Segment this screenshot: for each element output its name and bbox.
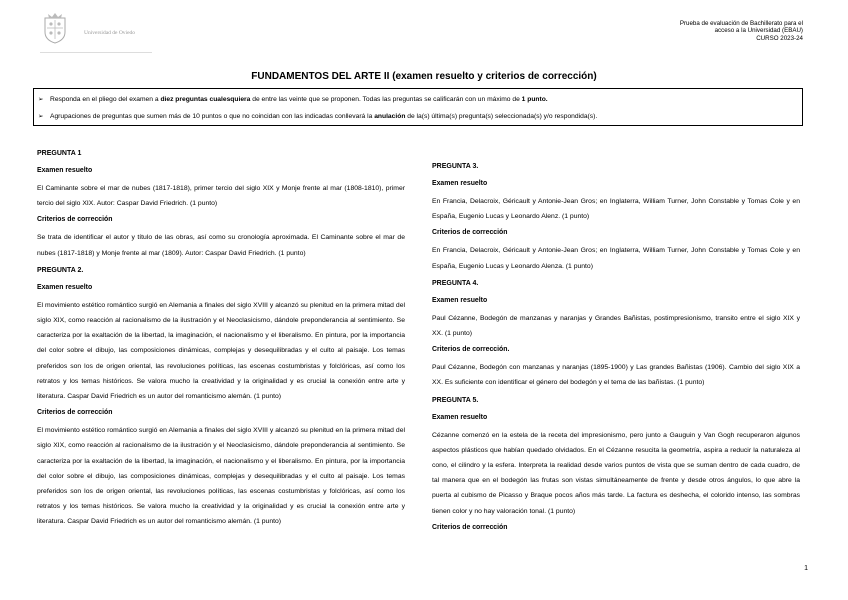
exam-info-line: Prueba de evaluación de Bachillerato para el [679,20,803,27]
instruction-item: ➢ Responda en el pliego del examen a diez preguntas cualesquiera de entre las veinte que se proponen. Todas las preguntas se calificarán con un máximo de 1 punto. [38,96,548,103]
criteria-label: Criterios de corrección [432,229,508,237]
left-column [37,147,405,533]
instructions-box [33,88,803,126]
question-title: PREGUNTA 4. [432,279,479,287]
criteria-text: Se trata de identificar el autor y título de las obras, así como su cronología aproximada. El Caminante sobre el mar de nubes (1817-1818) y Monje frente al mar (1809). Autor: Caspar David Friedrich. (1 punto) [37,234,405,257]
answer-label: Examen resuelto [432,296,488,304]
arrow-bullet-icon: ➢ [38,113,44,120]
arrow-bullet-icon: ➢ [38,96,44,103]
university-crest-icon [40,12,70,44]
answer-text: El Caminante sobre el mar de nubes (1817-1818), primer tercio del siglo XIX y Monje frente al mar (1808-1810), primer tercio del siglo XIX. Autor: Caspar David Friedrich. (1 punto) [37,185,405,208]
question-title: PREGUNTA 1 [37,150,82,157]
question-title: PREGUNTA 5. [432,396,479,404]
answer-label: Examen resuelto [37,283,93,291]
answer-label: Examen resuelto [432,180,488,187]
answer-label: Examen resuelto [37,167,93,174]
page-number: 1 [804,565,808,572]
exam-info [643,20,803,42]
criteria-label: Criterios de corrección [37,216,113,224]
university-logo [40,12,150,46]
answer-text: En Francia, Delacroix, Géricault y Antonie-Jean Gros; en Inglaterra, William Turner, John Constable y Tomas Cole y en España, Eugenio Lucas y Leonardo Alenz. (1 punto) [432,198,800,221]
logo-divider [40,52,152,53]
question-title: PREGUNTA 2. [37,266,84,274]
answer-label: Examen resuelto [432,413,488,421]
exam-info-line: acceso a la Universidad (EBAU) [714,27,803,35]
exam-info-line: CURSO 2023-24 [756,34,803,42]
right-column [432,160,800,538]
instruction-item: ➢ Agrupaciones de preguntas que sumen más de 10 puntos o que no coincidan con las indicadas conllevará la anulación de la(s) última(s) pregunta(s) seleccionada(s) y/o respondida(s). [38,113,598,120]
answer-text: Cézanne comenzó en la estela de la receta del impresionismo, pero junto a Gauguin y Van Gogh recuperaron algunos aspectos plásticos que habían quedado olvidados. En el Cézanne resucita la geometría, aspira a reducir la naturaleza al cono, el cilindro y la esfera. Interpreta la realidad desde varios puntos de vista que se suman dentro de cada cuadro, de tal manera que en el bodegón las frutas son vistas simultáneamente de frente y desde otros ángulos, lo que abre la puerta al cubismo de Picasso y Braque pocos años más tarde. La factura es deshecha, el colorido intenso, las sombras tienen color y no hay valoración tonal. (1 punto) [432,431,800,515]
criteria-label: Criterios de corrección [37,409,113,417]
criteria-text: El movimiento estético romántico surgió en Alemania a finales del siglo XVIII y alcanzó su plenitud en la primera mitad del siglo XIX, como reacción al racionalismo de la ilustración y el Neoclasicismo, dándole preponderancia al sentimiento. Se caracteriza por la exaltación de la libertad, la imaginación, el nacionalismo y el liberalismo. En pintura, por la importancia del color sobre el dibujo, las composiciones dinámicas, complejas y desequilibradas y el culto al paisaje. Los temas preferidos son los de origen oriental, las revoluciones políticas, las escenas costumbristas y folclóricas, así como los retratos y los temas históricos. Se valora mucho la creatividad y la originalidad y es crucial la conexión entre arte y literatura. Caspar David Friedrich es un autor del romanticismo alemán. (1 punto) [37,427,405,526]
question-title: PREGUNTA 3. [432,163,479,170]
criteria-label: Criterios de corrección. [432,346,510,354]
criteria-text: Paul Cézanne, Bodegón con manzanas y naranjas (1895-1900) y Las grandes Bañistas (1906). Cambio del siglo XIX a XX. Es suficiente con identificar el género del bodegón y el tema de las bañistas. (1 punto) [432,364,800,387]
document-title: FUNDAMENTOS DEL ARTE II (examen resuelto y criterios de corrección) [251,71,597,82]
criteria-label: Criterios de corrección [432,523,508,531]
answer-text: El movimiento estético romántico surgió en Alemania a finales del siglo XVIII y alcanzó su plenitud en la primera mitad del siglo XIX, como reacción al racionalismo de la ilustración y el Neoclasicismo, dándole preponderancia al sentimiento. Se caracteriza por la exaltación de la libertad, la imaginación, el nacionalismo y el liberalismo. En pintura, por la importancia del color sobre el dibujo, las composiciones dinámicas, complejas y desequilibradas y el culto al paisaje. Los temas preferidos son los de origen oriental, las revoluciones políticas, las escenas costumbristas y folclóricas, así como los retratos y los temas históricos. Se valora mucho la creatividad y la originalidad y es crucial la conexión entre arte y literatura. Caspar David Friedrich es un autor del romanticismo alemán. (1 punto) [37,301,405,401]
answer-text: Paul Cézanne, Bodegón de manzanas y naranjas y Grandes Bañistas, postimpresionismo, transito entre el siglo XIX y XX. (1 punto) [432,314,800,338]
university-name: Universidad de Oviedo [84,30,136,36]
criteria-text: En Francia, Delacroix, Géricault y Antonie-Jean Gros; en Inglaterra, William Turner, John Constable y Tomas Cole y en España, Eugenio Lucas y Leonardo Alenza. (1 punto) [432,247,800,270]
